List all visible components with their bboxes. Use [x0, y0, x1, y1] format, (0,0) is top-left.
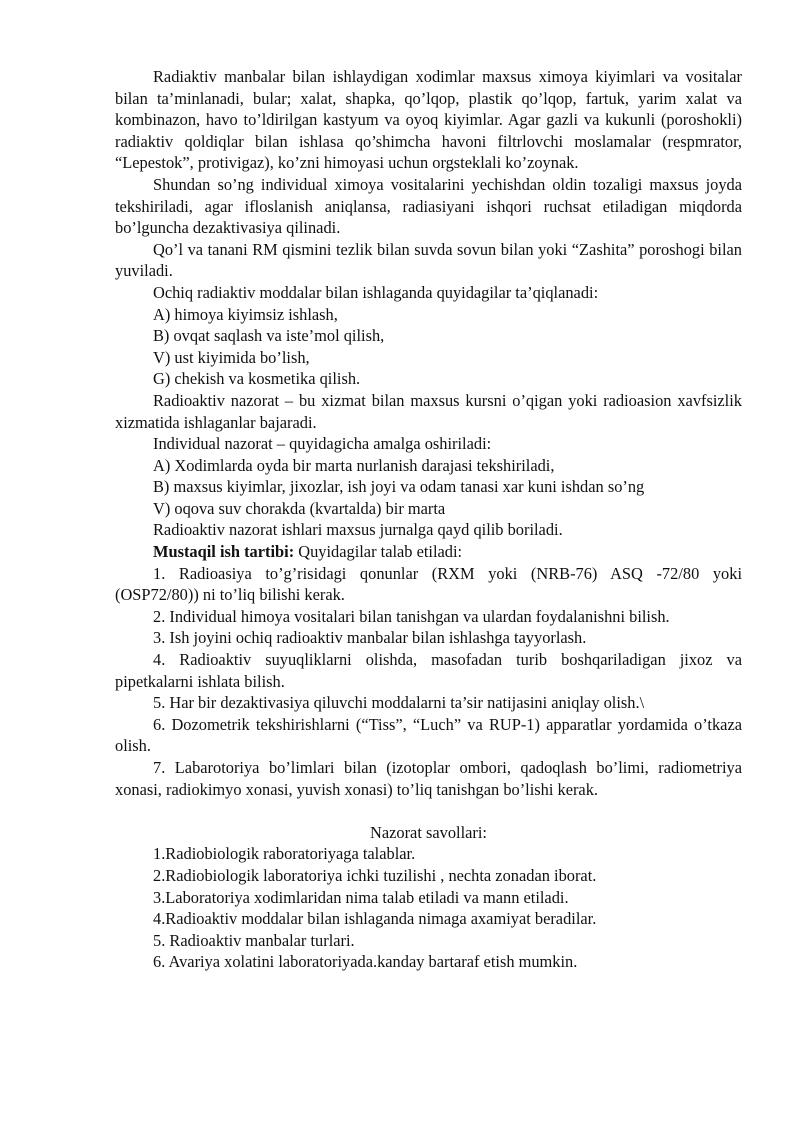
requirement-item: 1. Radioasiya to’g’risidagi qonunlar (RXM yoki (NRB-76) ASQ -72/80 yoki (OSP72/80)) ni to’liq bilishi kerak. [115, 563, 742, 605]
question-item: 5. Radioaktiv manbalar turlari. [153, 930, 355, 950]
paragraph-journal: Radioaktiv nazorat ishlari maxsus jurnalga qayd qilib boriladi. [153, 520, 563, 540]
question-item: 3.Laboratoriya xodimlaridan nima talab etiladi va mann etiladi. [153, 887, 569, 907]
requirement-item: 6. Dozometrik tekshirishlarni (“Tiss”, “Luch” va RUP-1) apparatlar yordamida o’tkaza olish. [115, 714, 742, 756]
prohibited-item: V) ust kiyimida bo’lish, [153, 347, 310, 367]
document-body [115, 66, 742, 973]
requirement-item: 7. Labarotoriya bo’limlari bilan (izotoplar ombori, qadoqlash bo’limi, radiometriya xonasi, radiokimyo xonasi, yuvish xonasi) to’liq tanishgan bo’lishi kerak. [115, 758, 742, 799]
individual-control-item: A) Xodimlarda oyda bir marta nurlanish darajasi tekshiriladi, [153, 455, 555, 475]
individual-control-item: B) maxsus kiyimlar, jixozlar, ish joyi va odam tanasi xar kuni ishdan so’ng [153, 477, 645, 497]
paragraph-protective-clothing: Radiaktiv manbalar bilan ishlaydigan xodimlar maxsus ximoya kiyimlari va vositalar bilan ta’minlanadi, bular; xalat, shapka, qo’lqop, plastik qo’lqop, fartuk, yarim xalat va kombinazon, havo to’ldirilgan kastyum va oyoq kiyimlar. Agar gazli va kukunli (poroshokli) radiaktiv qoldiqlar bilan ishlasa qo’shimcha havoni filtrlovchi moslamalar (respmrator, “Lepestok”, protivigaz), ko’zni himoyasi uchun orgsteklali ko’zoynak. [115, 67, 742, 173]
requirement-item: 3. Ish joyini ochiq radioaktiv manbalar bilan ishlashga tayyorlash. [153, 628, 587, 648]
requirement-item: 5. Har bir dezaktivasiya qiluvchi moddalarni ta’sir natijasini aniqlay olish.\ [153, 693, 645, 713]
paragraph-individual-control: Individual nazorat – quyidagicha amalga oshiriladi: [153, 434, 492, 454]
requirement-item: 4. Radioaktiv suyuqliklarni olishda, masofadan turib boshqariladigan jixoz va pipetkalarni ishlata bilish. [115, 650, 742, 691]
prohibited-item: B) ovqat saqlash va iste’mol qilish, [153, 326, 385, 346]
question-item: 1.Radiobiologik raboratoriyaga talablar. [153, 844, 416, 864]
individual-control-item: V) oqova suv chorakda (kvartalda) bir marta [153, 498, 446, 518]
independent-work-text: Quyidagilar talab etiladi: [294, 542, 463, 562]
paragraph-decontamination: Shundan so’ng individual ximoya vositalarini yechishdan oldin tozaligi maxsus joyda tekshiriladi, agar ifloslanish aniqlansa, radiasiyani ishqori ruchsat etiladigan miqdorda bo’lguncha dezaktivasiya qilinadi. [115, 174, 742, 238]
requirement-item: 2. Individual himoya vositalari bilan tanishgan va ulardan foydalanishni bilish. [153, 606, 670, 626]
paragraph-prohibitions-intro: Ochiq radiaktiv moddalar bilan ishlaganda quyidagilar ta’qiqlanadi: [153, 282, 599, 302]
independent-work-label: Mustaqil ish tartibi: [153, 542, 295, 562]
paragraph-radioactive-control: Radioaktiv nazorat – bu xizmat bilan maxsus kursni o’qigan yoki radioasion xavfsizlik xizmatida ishlaganlar bajaradi. [115, 390, 742, 432]
question-item: 2.Radiobiologik laboratoriya ichki tuzilishi , nechta zonadan iborat. [153, 865, 597, 885]
prohibited-item: A) himoya kiyimsiz ishlash, [153, 304, 338, 324]
independent-work-heading [115, 541, 742, 563]
paragraph-washing: Qo’l va tanani RM qismini tezlik bilan suvda sovun bilan yoki “Zashita” poroshogi bilan yuviladi. [115, 239, 742, 281]
question-item: 6. Avariya xolatini laboratoriyada.kanday bartaraf etish mumkin. [153, 952, 578, 972]
question-item: 4.Radioaktiv moddalar bilan ishlaganda nimaga axamiyat beradilar. [153, 909, 597, 929]
prohibited-item: G) chekish va kosmetika qilish. [153, 369, 361, 389]
control-questions-title: Nazorat savollari: [370, 822, 487, 842]
